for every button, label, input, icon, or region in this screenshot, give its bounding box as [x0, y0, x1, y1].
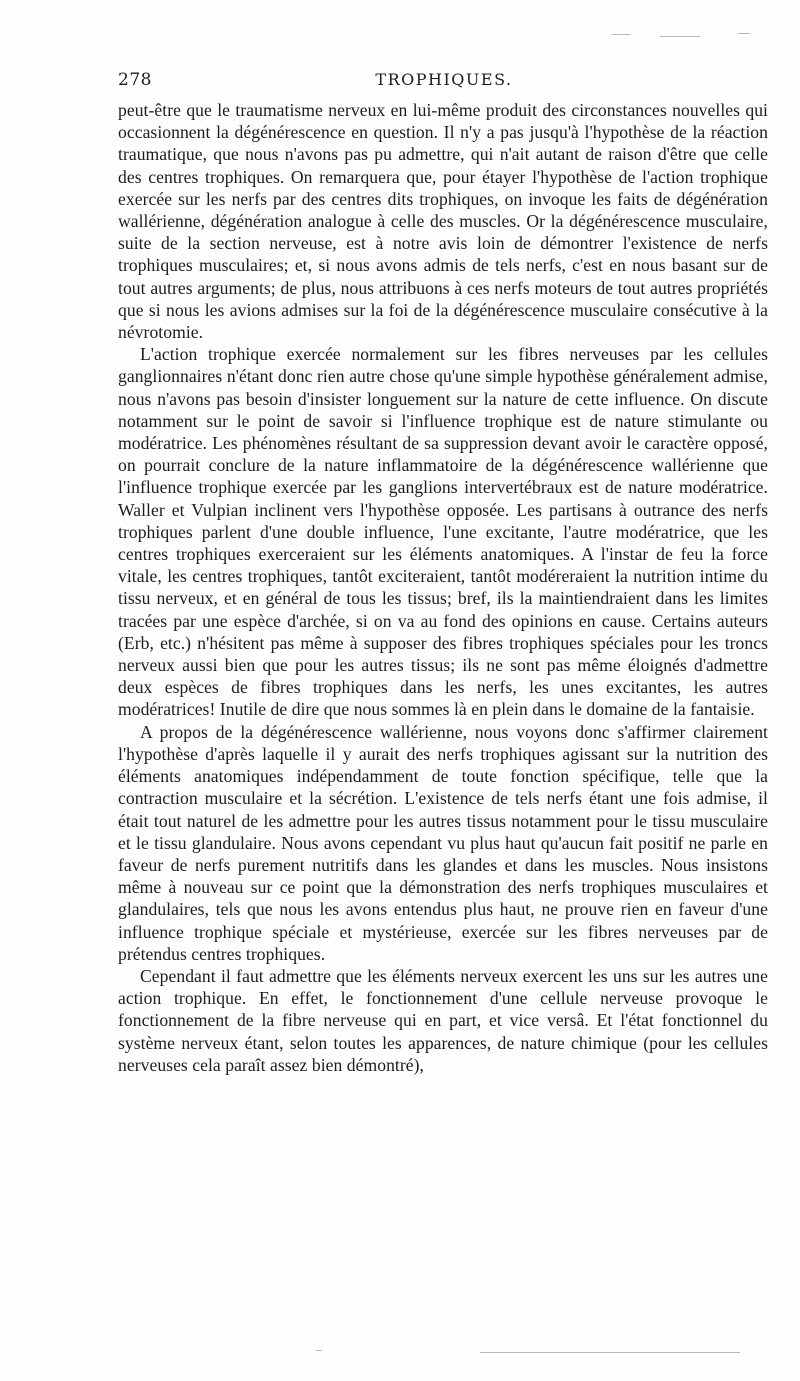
scan-speck [738, 33, 750, 34]
scan-speck [612, 34, 630, 35]
paragraph: L'action trophique exercée normalement sur les fibres nerveuses par les cellules ganglionnaires n'étant donc rien autre chose qu'une simple hypothèse généralement admise, nous n'avons pas besoin d'insister longuement sur la nature de cette influence. On discute notamment sur le point de savoir si l'influence trophique est de nature stimulante ou modératrice. Les phénomènes résultant de sa suppression devant avoir le caractère opposé, on pourrait conclure de la nature inflammatoire de la dégénérescence wallérienne que l'influence trophique exercée par les ganglions intervertébraux est de nature modératrice. Waller et Vulpian inclinent vers l'hypothèse opposée. Les partisans à outrance des nerfs trophiques parlent d'une double influence, l'une excitante, l'autre modératrice, que les centres trophiques exerceraient sur les éléments anatomiques. A l'instar de feu la force vitale, les centres trophiques, tantôt exciteraient, tantôt modéreraient la nutrition intime du tissu nerveux, et en général de tous les tissus; bref, ils la maintiendraient dans les limites tracées par une espèce d'archée, si on va au fond des opinions en cause. Certains auteurs (Erb, etc.) n'hésitent pas même à supposer des fibres trophiques spéciales pour les troncs nerveux aussi bien que pour les autres tissus; ils ne sont pas même éloignés d'admettre deux espèces de fibres trophiques dans les nerfs, les unes excitantes, les autres modératrices! Inutile de dire que nous sommes là en plein dans le domaine de la fantaisie. [118, 344, 768, 720]
scan-speck [480, 1352, 740, 1353]
paragraph: Cependant il faut admettre que les éléments nerveux exercent les uns sur les autres une action trophique. En effet, le fonctionnement d'une cellule nerveuse provoque le fonctionnement de la fibre nerveuse qui en part, et vice versâ. Et l'état fonctionnel du système nerveux étant, selon toutes les apparences, de nature chimique (pour les cellules nerveuses cela paraît assez bien démontré), [118, 965, 768, 1075]
scan-speck [660, 36, 700, 37]
paragraph: A propos de la dégénérescence wallérienne, nous voyons donc s'affirmer clairement l'hypothèse d'après laquelle il y aurait des nerfs trophiques agissant sur la nutrition des éléments anatomiques indépendamment de toute fonction spécifique, telle que la contraction musculaire et la sécrétion. L'existence de tels nerfs étant une fois admise, il était tout naturel de les admettre pour les autres tissus notamment pour le tissu musculaire et le tissu glandulaire. Nous avons cependant vu plus haut qu'aucun fait positif ne parle en faveur de nerfs purement nutritifs dans les glandes et dans les muscles. Nous insistons même à nouveau sur ce point que la démonstration des nerfs trophiques musculaires et glandulaires, tels que nous les avons entendus plus haut, ne prouve rien en faveur d'une influence trophique spéciale et mystérieuse, exercée sur les fibres nerveuses par de prétendus centres trophiques. [118, 721, 768, 964]
page-number: 278 [118, 70, 152, 90]
running-head [118, 70, 770, 96]
paragraph: peut-être que le traumatisme nerveux en lui-même produit des circonstances nouvelles qui occasionnent la dégénérescence en question. Il n'y a pas jusqu'à l'hypothèse de la réaction traumatique, que nous n'avons pas pu admettre, qui n'ait autant de raison d'être que celle des centres trophiques. On remarquera que, pour étayer l'hypothèse de l'action trophique exercée sur les nerfs par des centres dits trophiques, on invoque les faits de dégénération wallérienne, dégénération analogue à celle des muscles. Or la dégénérescence musculaire, suite de la section nerveuse, est à notre avis loin de démontrer l'existence de nerfs trophiques musculaires; et, si nous avons admis de tels nerfs, c'est en nous basant sur de tout autres arguments; de plus, nous attribuons à ces nerfs moteurs de tout autres propriétés que si nous les avions admises sur la foi de la dégénérescence musculaire consécutive à la névrotomie. [118, 100, 768, 343]
page-title: TROPHIQUES. [375, 70, 513, 89]
scan-speck [316, 1350, 322, 1351]
body-text [118, 99, 768, 1076]
